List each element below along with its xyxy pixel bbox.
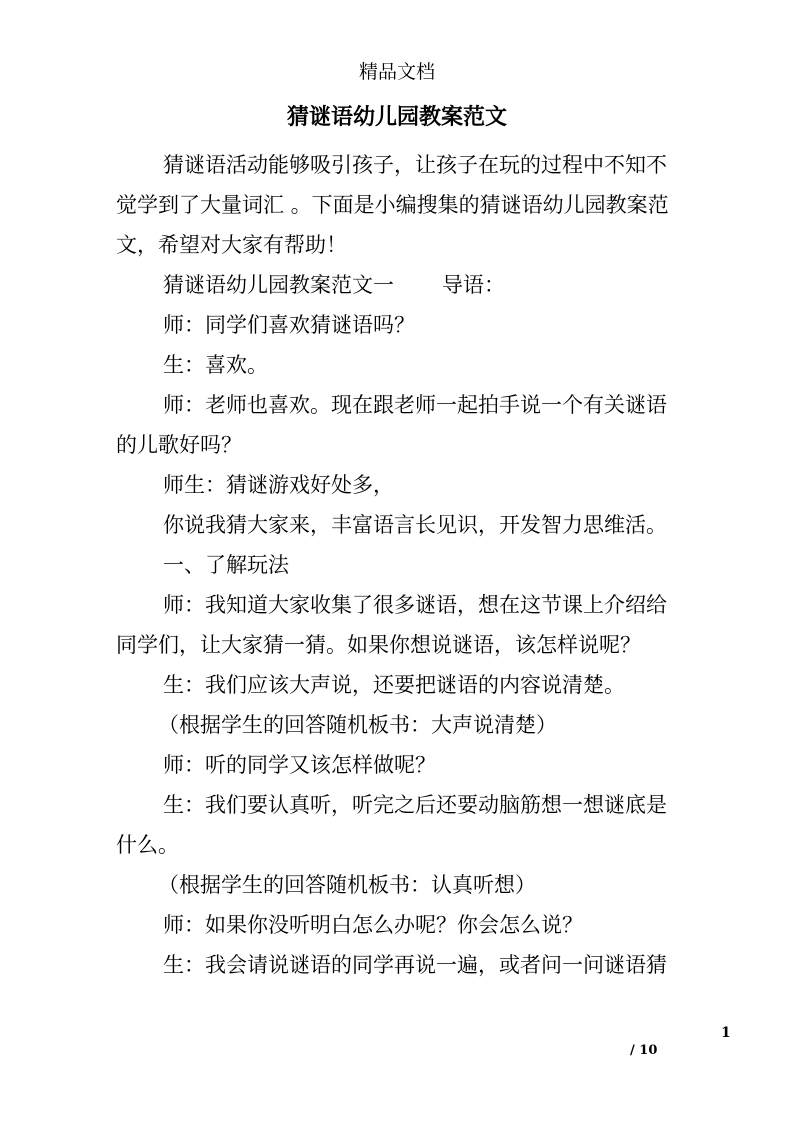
paragraph-line: 的儿歌好吗？ [116, 433, 242, 457]
paragraph-line: 师：老师也喜欢。现在跟老师一起拍手说一个有关谜语 [163, 393, 667, 417]
paragraph-line: 你说我猜大家来，丰富语言长见识，开发智力思维活。 [163, 513, 667, 537]
section-heading: 一、了解玩法 [163, 553, 289, 577]
paragraph-line: （根据学生的回答随机板书：大声说清楚） [158, 713, 557, 737]
paragraph-line: （根据学生的回答随机板书：认真听想） [158, 873, 536, 897]
paragraph-line: 觉学到了大量词汇 。下面是小编搜集的猜谜语幼儿园教案范 [116, 193, 669, 217]
document-title: 猜谜语幼儿园教案范文 [286, 104, 507, 130]
paragraph-line: 文，希望对大家有帮助！ [116, 233, 347, 257]
paragraph-line: 师生：猜谜游戏好处多， [163, 473, 394, 497]
paragraph-line: 猜谜语活动能够吸引孩子，让孩子在玩的过程中不知不 [163, 153, 667, 177]
intro-label: 导语： [442, 273, 505, 297]
paragraph-line: 生：我会请说谜语的同学再说一遍，或者问一问谜语猜 [163, 953, 667, 977]
page-header: 精品文档 [358, 61, 435, 83]
page-number: 1 [721, 1025, 731, 1041]
paragraph-line: 同学们，让大家猜一猜。如果你想说谜语，该怎样说呢？ [116, 633, 641, 657]
paragraph-line: 师：听的同学又该怎样做呢？ [163, 753, 436, 777]
section-heading: 猜谜语幼儿园教案范文一 [163, 273, 394, 297]
document-body [116, 145, 676, 985]
page-total: / 10 [630, 1043, 658, 1058]
section-heading-line [116, 265, 676, 305]
paragraph-line: 师：我知道大家收集了很多谜语，想在这节课上介绍给 [163, 593, 667, 617]
paragraph-line: 什么。 [116, 833, 179, 857]
paragraph-line: 师：如果你没听明白怎么办呢？你会怎么说？ [163, 913, 583, 937]
paragraph-line: 生：我们应该大声说，还要把谜语的内容说清楚。 [163, 673, 625, 697]
paragraph-line: 生：喜欢。 [163, 353, 268, 377]
paragraph-line: 生：我们要认真听，听完之后还要动脑筋想一想谜底是 [163, 793, 667, 817]
paragraph-line: 师：同学们喜欢猜谜语吗？ [163, 313, 415, 337]
